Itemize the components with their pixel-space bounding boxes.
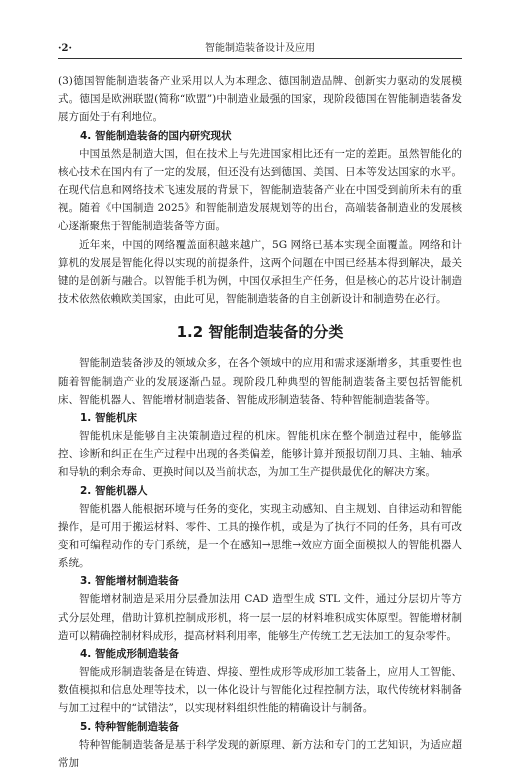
- page-number: ·2·: [58, 43, 72, 54]
- paragraph-domestic-2: 近年来，中国的网络覆盖面积越来越广，5G 网络已基本实现全面覆盖。网络和计算机的发展是智能化得以实现的前提条件，这两个问题在中国已经基本得到解决，最关键的是创新与融合。以智能手机为例，中国仅承担生产任务，但是核心的芯片设计制造技术依然依赖欧美国家，由此可见，智能制造装备的自主创新设计和制造势在必行。: [58, 238, 462, 306]
- running-title: 智能制造装备设计及应用: [205, 43, 315, 54]
- heading-smart-robot: 2. 智能机器人: [80, 484, 148, 497]
- running-header: [58, 42, 462, 59]
- paragraph-forming-equipment: 智能成形制造装备是在铸造、焊接、塑性成形等成形加工装备上，应用人工智能、数值模拟和信息处理等技术，以一体化设计与智能化过程控制方法，取代传统材料制备与加工过程中的“试错法”，以实现材料组织性能的精确设计与制备。: [58, 666, 462, 715]
- page-body: [58, 72, 462, 772]
- paragraph-additive-manufacturing: 智能增材制造是采用分层叠加法用 CAD 造型生成 STL 文件，通过分层切片等方式分层处理，借助计算机控制成形机，将一层一层的材料堆积成实体原型。智能增材制造可以精确控制材料成形，提高材料利用率，能够生产传统工艺无法加工的复杂零件。: [58, 593, 462, 642]
- paragraph-classification-intro: 智能制造装备涉及的领域众多，在各个领域中的应用和需求逐渐增多，其重要性也随着智能制造产业的发展逐渐凸显。现阶段几种典型的智能制造装备主要包括智能机床、智能机器人、智能增材制造装备、智能成形制造装备、特种智能制造装备等。: [58, 357, 462, 406]
- paragraph-germany: (3)德国智能制造装备产业采用以人为本理念、德国制造品牌、创新实力驱动的发展模式。德国是欧洲联盟(简称“欧盟”)中制造业最强的国家，现阶段德国在智能制造装备发展方面处于有利地位。: [58, 75, 462, 124]
- paragraph-smart-machine-tool: 智能机床是能够自主决策制造过程的机床。智能机床在整个制造过程中，能够监控、诊断和纠正在生产过程中出现的各类偏差，能够计算并预报切削刀具、主轴、轴承和导轨的剩余寿命、更换时间以及当前状态，为加工生产提供最优化的解决方案。: [58, 430, 462, 479]
- paragraph-smart-robot: 智能机器人能根据环境与任务的变化，实现主动感知、自主规划、自律运动和智能操作，是可用于搬运材料、零件、工具的操作机，或是为了执行不同的任务，具有可改变和可编程动作的专门系统，是一个在感知→思维→效应方面全面模拟人的智能机器人系统。: [58, 502, 462, 570]
- heading-special-equipment: 5. 特种智能制造装备: [80, 720, 179, 733]
- heading-smart-machine-tool: 1. 智能机床: [80, 412, 137, 425]
- paragraph-domestic-1: 中国虽然是制造大国，但在技术上与先进国家相比还有一定的差距。虽然智能化的核心技术在国内有了一定的发展，但还没有达到德国、美国、日本等发达国家的水平。在现代信息和网络技术飞速发展的背景下，智能制造装备产业在中国受到前所未有的重视。随着《中国制造 2025》和智能制造发展规划等的出台，高端装备制造业的发展核心逐渐聚焦于智能制造装备等方面。: [58, 147, 462, 233]
- heading-additive-manufacturing: 3. 智能增材制造装备: [80, 575, 179, 588]
- section-title: 1.2 智能制造装备的分类: [176, 323, 344, 342]
- paragraph-special-equipment: 特种智能制造装备是基于科学发现的新原理、新方法和专门的工艺知识，为适应超常加: [58, 738, 462, 769]
- heading-domestic-status: 4. 智能制造装备的国内研究现状: [80, 129, 232, 142]
- heading-forming-equipment: 4. 智能成形制造装备: [80, 648, 179, 661]
